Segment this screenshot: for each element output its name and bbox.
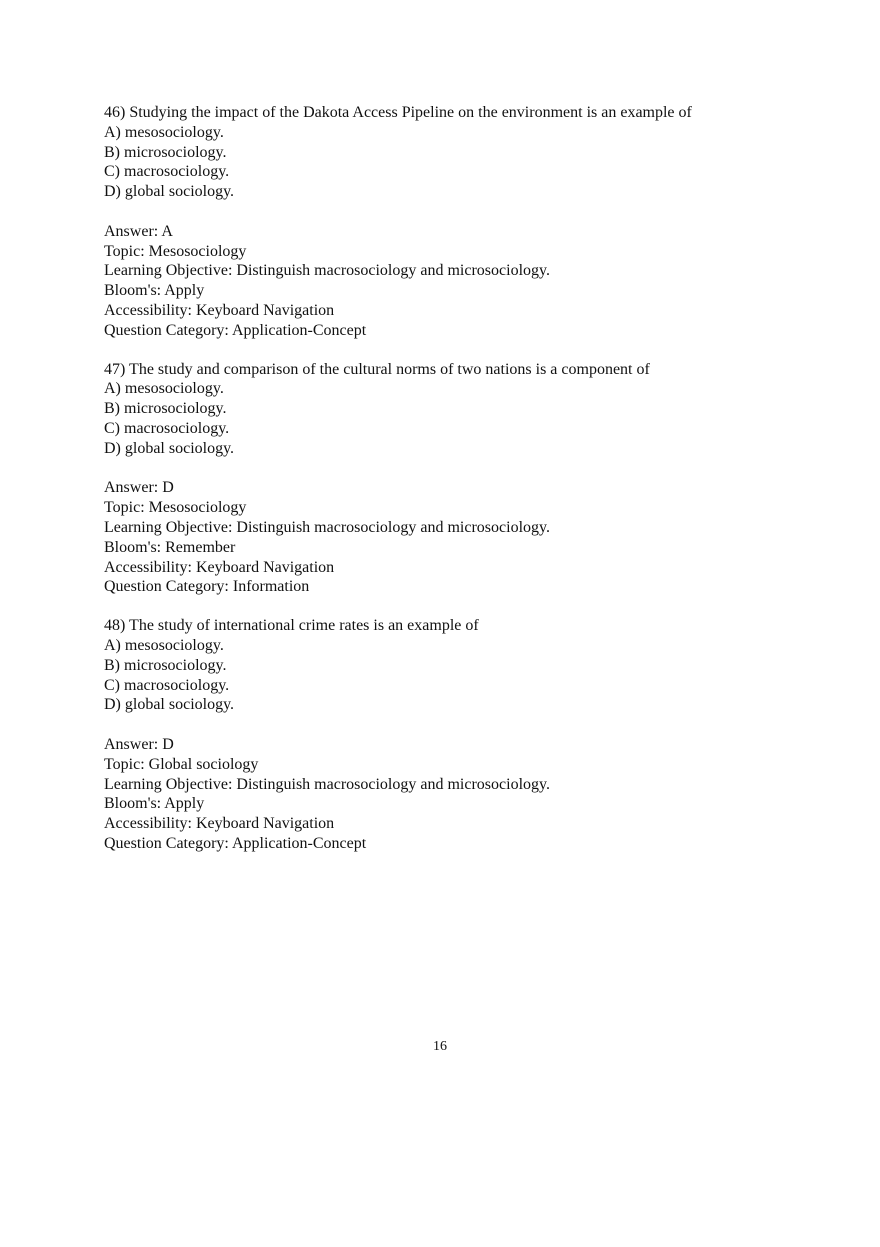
topic-line: Topic: Mesosociology	[104, 242, 247, 260]
blooms-line: Bloom's: Apply	[104, 282, 205, 300]
learning-objective-line: Learning Objective: Distinguish macrosociology and microsociology.	[104, 518, 550, 536]
question-category-line: Question Category: Application-Concept	[104, 321, 367, 339]
question-block	[104, 616, 804, 854]
option-b: B) microsociology.	[104, 656, 227, 674]
blooms-line: Bloom's: Remember	[104, 538, 236, 556]
question-stem: 48) The study of international crime rates is an example of	[104, 617, 479, 635]
question-list	[104, 103, 804, 873]
option-d: D) global sociology.	[104, 696, 235, 714]
blooms-line: Bloom's: Apply	[104, 795, 205, 813]
accessibility-line: Accessibility: Keyboard Navigation	[104, 558, 335, 576]
question-block	[104, 360, 804, 598]
question-stem: 46) Studying the impact of the Dakota Access Pipeline on the environment is an example of	[104, 104, 692, 121]
option-d: D) global sociology.	[104, 439, 235, 457]
learning-objective-line: Learning Objective: Distinguish macrosociology and microsociology.	[104, 775, 550, 793]
option-a: A) mesosociology.	[104, 380, 224, 398]
spacer	[104, 459, 804, 479]
accessibility-line: Accessibility: Keyboard Navigation	[104, 815, 335, 833]
accessibility-line: Accessibility: Keyboard Navigation	[104, 301, 335, 319]
page-number: 16	[433, 1039, 447, 1054]
answer-line: Answer: D	[104, 735, 174, 753]
topic-line: Topic: Global sociology	[104, 755, 259, 773]
topic-line: Topic: Mesosociology	[104, 499, 247, 517]
question-block	[104, 103, 804, 341]
option-c: C) macrosociology.	[104, 419, 230, 437]
question-stem: 47) The study and comparison of the cultural norms of two nations is a component of	[104, 360, 650, 378]
answer-line: Answer: A	[104, 222, 173, 240]
option-b: B) microsociology.	[104, 143, 227, 161]
option-a: A) mesosociology.	[104, 636, 224, 654]
spacer	[104, 715, 804, 735]
option-a: A) mesosociology.	[104, 123, 224, 141]
spacer	[104, 202, 804, 222]
option-c: C) macrosociology.	[104, 676, 230, 694]
question-category-line: Question Category: Application-Concept	[104, 834, 367, 852]
question-category-line: Question Category: Information	[104, 578, 310, 596]
option-b: B) microsociology.	[104, 400, 227, 418]
option-d: D) global sociology.	[104, 183, 235, 201]
option-c: C) macrosociology.	[104, 163, 230, 181]
learning-objective-line: Learning Objective: Distinguish macrosociology and microsociology.	[104, 262, 550, 280]
answer-line: Answer: D	[104, 479, 174, 497]
